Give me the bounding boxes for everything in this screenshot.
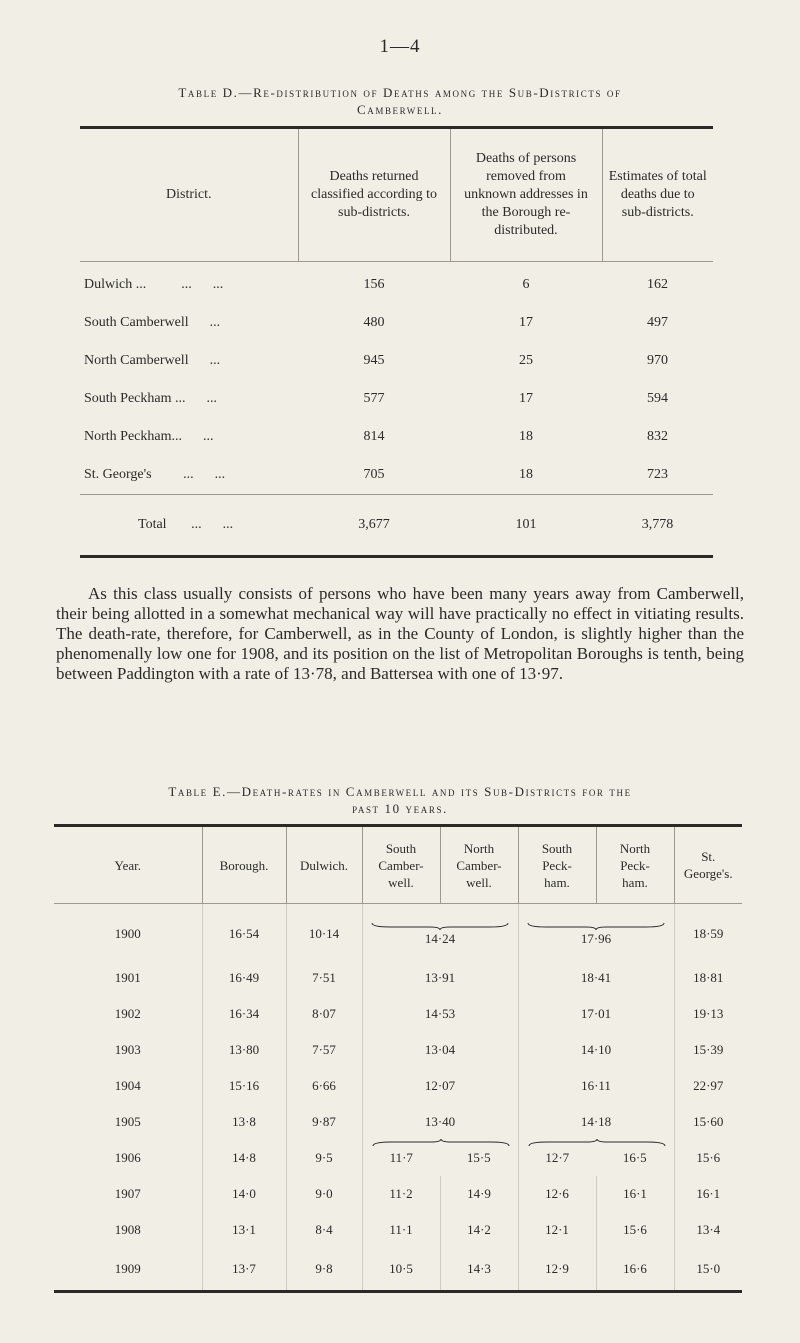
table-row <box>54 960 742 996</box>
borough-rate: 13·80 <box>202 1032 286 1068</box>
year: 1901 <box>114 970 141 985</box>
year: 1906 <box>114 1150 141 1165</box>
header-deaths-redistributed: Deaths of persons removed from unknown addresses in the Borough re-distributed. <box>450 128 602 262</box>
dulwich-rate: 10·14 <box>286 904 362 961</box>
camberwell-combined-rate <box>362 904 518 961</box>
table-d <box>80 126 713 558</box>
deaths-returned: 480 <box>363 315 385 330</box>
brace-combined-peckham <box>526 921 666 931</box>
deaths-returned: 705 <box>363 467 385 482</box>
camberwell-combined-rate: 14·53 <box>362 996 518 1032</box>
peckham-combined-rate: 14·10 <box>518 1032 674 1068</box>
table-row <box>54 1104 742 1140</box>
header-north-peckham: North Peck-ham. <box>596 826 674 904</box>
peckham-combined-rate <box>518 904 674 961</box>
table-row <box>54 1140 742 1176</box>
table-row <box>80 456 713 495</box>
table-e-caption-line2: past 10 years. <box>352 801 448 816</box>
year: 1900 <box>114 926 141 941</box>
peckham-combined-rate: 17·01 <box>518 996 674 1032</box>
north-camberwell-rate: 15·5 <box>466 1150 491 1165</box>
district-name: South Camberwell ... <box>84 315 221 330</box>
borough-rate: 15·16 <box>202 1068 286 1104</box>
total-row <box>80 495 713 557</box>
total-deaths-redistributed: 101 <box>450 495 602 557</box>
table-row <box>80 380 713 418</box>
year: 1904 <box>114 1078 141 1093</box>
brace-combined-camberwell <box>370 921 510 931</box>
st-georges-rate: 18·81 <box>674 960 742 996</box>
borough-rate: 16·49 <box>202 960 286 996</box>
header-estimated-total: Estimates of total deaths due to sub-districts. <box>602 128 713 262</box>
table-row <box>54 1176 742 1212</box>
header-deaths-returned: Deaths returned classified according to sub-districts. <box>298 128 450 262</box>
body-paragraph: As this class usually consists of persons who have been many years away from Camberwell, their being allotted in a somewhat mechanical way will have practically no effect in vitiating results. The death-rate, therefore, for Camberwell, as in the County of London, is slightly higher than the phenomenally low one for 1908, and its position on the list of Metropolitan Boroughs is tenth, being between Paddington with a rate of 13·78, and Battersea with one of 13·97. <box>56 584 744 683</box>
south-camberwell-rate: 10·5 <box>362 1248 440 1292</box>
dulwich-rate: 9·5 <box>286 1140 362 1176</box>
table-row <box>54 996 742 1032</box>
year: 1908 <box>114 1222 141 1237</box>
brace-split-camberwell <box>371 1138 511 1148</box>
camberwell-combined-rate: 13·40 <box>362 1104 518 1140</box>
borough-rate: 13·7 <box>202 1248 286 1292</box>
borough-rate: 16·34 <box>202 996 286 1032</box>
south-camberwell-rate: 11·1 <box>362 1212 440 1248</box>
year: 1909 <box>114 1261 141 1276</box>
peckham-combined-rate: 16·11 <box>518 1068 674 1104</box>
st-georges-rate: 15·0 <box>674 1248 742 1292</box>
district-name: Dulwich ... ... ... <box>84 277 224 292</box>
deaths-returned: 945 <box>363 353 385 368</box>
deaths-redistributed: 17 <box>519 391 533 406</box>
dulwich-rate: 9·8 <box>286 1248 362 1292</box>
estimated-total: 162 <box>647 277 668 292</box>
estimated-total: 594 <box>647 391 668 406</box>
table-e-caption <box>60 783 740 817</box>
camberwell-combined-rate: 13·91 <box>362 960 518 996</box>
year: 1903 <box>114 1042 141 1057</box>
dulwich-rate: 7·51 <box>286 960 362 996</box>
south-camberwell-rate: 11·7 <box>389 1150 413 1165</box>
north-peckham-rate: 15·6 <box>596 1212 674 1248</box>
table-e <box>54 824 742 1293</box>
st-georges-rate: 15·6 <box>674 1140 742 1176</box>
table-row <box>54 1212 742 1248</box>
peckham-split-cell <box>518 1140 674 1176</box>
estimated-total: 832 <box>647 429 668 444</box>
peckham-combined-rate: 14·18 <box>518 1104 674 1140</box>
north-camberwell-rate: 14·2 <box>440 1212 518 1248</box>
deaths-returned: 156 <box>363 277 385 292</box>
camberwell-combined-rate: 12·07 <box>362 1068 518 1104</box>
district-name: St. George's ... ... <box>84 467 226 482</box>
header-st-georges: St. George's. <box>674 826 742 904</box>
combined-value: 17·96 <box>580 931 612 946</box>
table-row <box>54 1068 742 1104</box>
header-year: Year. <box>54 826 202 904</box>
table-row <box>80 304 713 342</box>
borough-rate: 14·8 <box>202 1140 286 1176</box>
st-georges-rate: 13·4 <box>674 1212 742 1248</box>
south-camberwell-rate: 11·2 <box>362 1176 440 1212</box>
south-peckham-rate: 12·1 <box>518 1212 596 1248</box>
district-name: North Camberwell ... <box>84 353 221 368</box>
st-georges-rate: 22·97 <box>674 1068 742 1104</box>
deaths-redistributed: 17 <box>519 315 533 330</box>
total-estimated: 3,778 <box>602 495 713 557</box>
st-georges-rate: 16·1 <box>674 1176 742 1212</box>
deaths-returned: 577 <box>363 391 385 406</box>
borough-rate: 14·0 <box>202 1176 286 1212</box>
table-row <box>80 418 713 456</box>
header-district: District. <box>80 128 298 262</box>
borough-rate: 16·54 <box>202 904 286 961</box>
total-label: Total ... ... <box>80 495 298 557</box>
header-dulwich: Dulwich. <box>286 826 362 904</box>
table-row <box>80 342 713 380</box>
brace-split-peckham <box>527 1138 667 1148</box>
camberwell-split-cell <box>362 1140 518 1176</box>
borough-rate: 13·8 <box>202 1104 286 1140</box>
borough-rate: 13·1 <box>202 1212 286 1248</box>
north-camberwell-rate: 14·3 <box>440 1248 518 1292</box>
south-peckham-rate: 12·6 <box>518 1176 596 1212</box>
north-peckham-rate: 16·1 <box>596 1176 674 1212</box>
north-camberwell-rate: 14·9 <box>440 1176 518 1212</box>
st-georges-rate: 15·39 <box>674 1032 742 1068</box>
dulwich-rate: 9·0 <box>286 1176 362 1212</box>
deaths-redistributed: 18 <box>519 467 533 482</box>
table-d-caption-line2: Camberwell. <box>356 102 444 117</box>
year: 1902 <box>114 1006 141 1021</box>
north-peckham-rate: 16·6 <box>596 1248 674 1292</box>
dulwich-rate: 9·87 <box>286 1104 362 1140</box>
table-d-caption-line1: Table D.—Re-distribution of Deaths among the Sub-Districts of <box>178 85 622 100</box>
header-south-peckham: South Peck-ham. <box>518 826 596 904</box>
district-name: South Peckham ... ... <box>84 391 217 406</box>
table-row <box>54 1248 742 1292</box>
deaths-redistributed: 25 <box>519 353 533 368</box>
table-d-caption <box>60 84 740 118</box>
dulwich-rate: 8·07 <box>286 996 362 1032</box>
table-e-header-row <box>54 826 742 904</box>
table-row <box>80 262 713 305</box>
deaths-redistributed: 18 <box>519 429 533 444</box>
estimated-total: 970 <box>647 353 668 368</box>
header-north-camberwell: North Camber-well. <box>440 826 518 904</box>
st-georges-rate: 15·60 <box>674 1104 742 1140</box>
district-name: North Peckham... ... <box>84 429 214 444</box>
table-row <box>54 904 742 961</box>
page-number: 1—4 <box>379 36 421 57</box>
dulwich-rate: 6·66 <box>286 1068 362 1104</box>
table-row <box>54 1032 742 1068</box>
peckham-combined-rate: 18·41 <box>518 960 674 996</box>
deaths-returned: 814 <box>363 429 385 444</box>
header-borough: Borough. <box>202 826 286 904</box>
table-d-header-row <box>80 128 713 262</box>
dulwich-rate: 8·4 <box>286 1212 362 1248</box>
total-deaths-returned: 3,677 <box>298 495 450 557</box>
year: 1907 <box>114 1186 141 1201</box>
st-georges-rate: 19·13 <box>674 996 742 1032</box>
deaths-redistributed: 6 <box>522 277 530 292</box>
south-peckham-rate: 12·9 <box>518 1248 596 1292</box>
camberwell-combined-rate: 13·04 <box>362 1032 518 1068</box>
year: 1905 <box>114 1114 141 1129</box>
dulwich-rate: 7·57 <box>286 1032 362 1068</box>
combined-value: 14·24 <box>424 931 456 946</box>
south-peckham-rate: 12·7 <box>545 1150 570 1165</box>
north-peckham-rate: 16·5 <box>622 1150 647 1165</box>
header-south-camberwell: South Camber-well. <box>362 826 440 904</box>
estimated-total: 723 <box>647 467 668 482</box>
estimated-total: 497 <box>647 315 668 330</box>
st-georges-rate: 18·59 <box>674 904 742 961</box>
table-e-caption-line1: Table E.—Death-rates in Camberwell and its Sub-Districts for the <box>168 784 632 799</box>
